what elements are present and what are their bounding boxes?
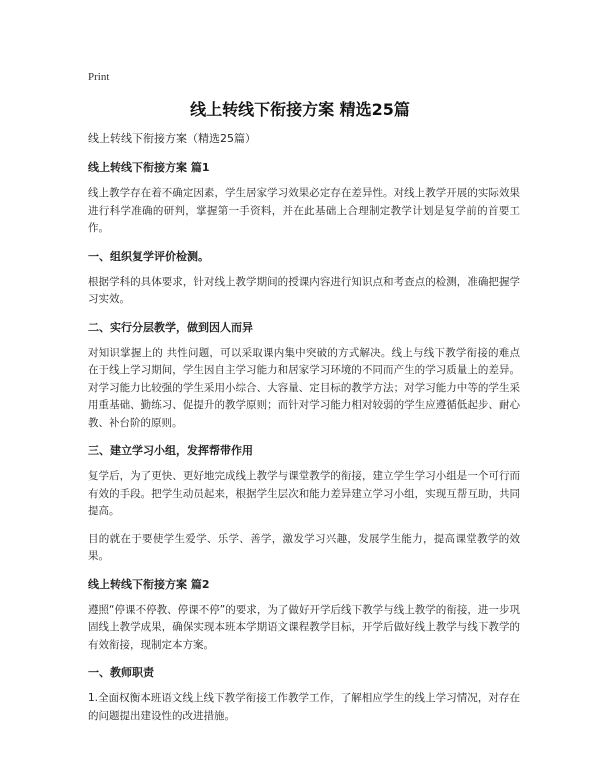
article-body	[88, 130, 520, 735]
article1-intro: 线上教学存在着不确定因素，学生居家学习效果必定存在差异性。对线上教学开展的实际效果进行科学准确的研判，掌握第一手资料，并在此基础上合理制定教学计划是复学前的首要工作。	[88, 187, 520, 234]
article1-section2-heading: 二、实行分层教学，做到因人而异	[88, 320, 253, 334]
article2-section1-heading: 一、教师职责	[88, 666, 154, 679]
page-title: 线上转线下衔接方案 精选25篇	[190, 100, 410, 119]
article2-section1-text: 1.全面权衡本班语文线上线下教学衔接工作教学工作，了解相应学生的线上学习情况，对存在的问题提出建设性的改进措施。	[88, 692, 520, 722]
article1-section3-text2: 目的就在于要使学生爱学、乐学、善学，激发学习兴趣，发展学生能力，提高课堂教学的效果。	[88, 532, 520, 562]
article1-section1-heading: 一、组织复学评价检测。	[88, 249, 209, 263]
document-subtitle: 线上转线下衔接方案（精选25篇）	[88, 132, 256, 145]
article1-section3-text1: 复学后，为了更快、更好地完成线上教学与课堂教学的衔接，建立学生学习小组是一个可行而有效的手段。把学生动员起来，根据学生层次和能力差异建立学习小组，实现互帮互助，共同提高。	[88, 470, 520, 517]
article2-intro: 遵照“停课不停教、停课不停”的要求，为了做好开学后线下教学与线上教学的衔接，进一步巩固线上教学成果，确保实现本班本学期语文课程教学目标，开学后做好线上教学与线下教学的有效衔接，现制定本方案。	[88, 603, 520, 651]
article1-section2-text: 对知识掌握上的 共性问题，可以采取课内集中突破的方式解决。线上与线下教学衔接的难点在于线上学习期间，学生因自主学习能力和居家学习环境的不同而产生的学习质量上的差异。对学习能力比较强的学生采用小综合、大容量、定目标的教学方法；对学习能力中等的学生采用重基础、勤练习、促提升的教学原则；而针对学习能力相对较弱的学生应遵循低起步、耐心教、补台阶的原则。	[88, 346, 520, 429]
article1-heading: 线上转线下衔接方案 篇1	[88, 161, 210, 174]
article2-heading: 线上转线下衔接方案 篇2	[88, 577, 210, 591]
article1-section3-heading: 三、建立学习小组，发挥帮带作用	[88, 444, 253, 457]
article1-section1-text: 根据学科的具体要求，针对线上教学期间的授课内容进行知识点和考查点的检测，准确把握学习实效。	[88, 275, 520, 305]
print-link[interactable]: Print	[88, 71, 110, 83]
